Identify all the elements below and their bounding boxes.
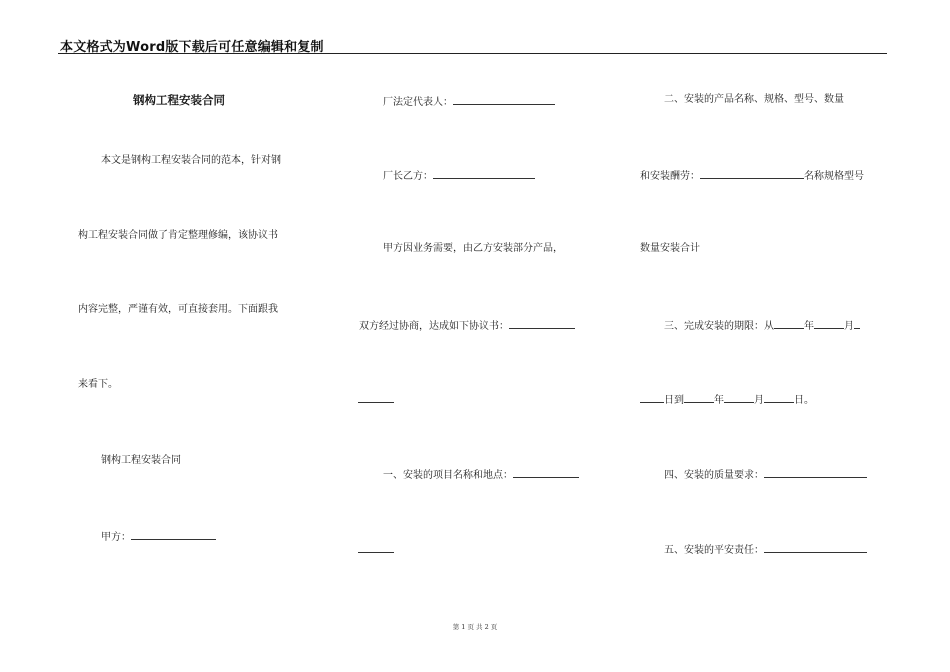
start-day-blank [854, 317, 860, 329]
item-1-line [383, 466, 579, 483]
party-b-blank [433, 167, 535, 179]
party-a-line [101, 528, 216, 545]
item-2-line-1: 二、安装的产品名称、规格、型号、数量 [664, 94, 844, 105]
quality-blank [764, 466, 867, 478]
item-2-prefix: 和安装酬劳： [640, 171, 700, 182]
intro-line-2: 构工程安装合同做了肯定整理修编，该协议书 [78, 230, 278, 241]
day-end-label: 日。 [794, 395, 814, 406]
intro-line-3: 内容完整，严谨有效，可直接套用。下面跟我 [78, 304, 278, 315]
item-4-label: 四、安装的质量要求： [664, 470, 764, 481]
start-year-blank [774, 317, 804, 329]
end-day-blank [764, 391, 794, 403]
party-b-line [383, 167, 535, 184]
page-number: 第 1 页 共 2 页 [452, 623, 498, 631]
start-month-label: 月 [844, 321, 854, 332]
start-day-blank-cont [640, 391, 664, 403]
legal-rep-blank [453, 93, 555, 105]
item-4-line [664, 466, 867, 483]
end-year-blank [684, 391, 714, 403]
item-3-line-1 [664, 317, 860, 334]
party-b-label: 厂长乙方： [383, 171, 433, 182]
end-month-label: 月 [754, 395, 764, 406]
item-2-line-2 [640, 167, 864, 184]
end-month-blank [724, 391, 754, 403]
item-5-line [664, 541, 867, 558]
intro-line-1: 本文是钢构工程安装合同的范本，针对钢 [101, 155, 281, 166]
legal-rep-label: 厂法定代表人： [383, 97, 453, 108]
end-year-label: 年 [714, 395, 724, 406]
start-month-blank [814, 317, 844, 329]
para-line-2 [359, 317, 575, 334]
legal-rep-line [383, 93, 555, 110]
item-2-suffix: 名称规格型号 [804, 171, 864, 182]
remuneration-blank [700, 167, 804, 179]
document-title: 钢构工程安装合同 [133, 93, 225, 107]
para-2-text: 双方经过协商，达成如下协议书： [359, 321, 509, 332]
party-a-label: 甲方： [101, 532, 131, 543]
agreement-blank-cont [358, 391, 394, 408]
day-to-label: 日到 [664, 395, 684, 406]
intro-line-4: 来看下。 [78, 379, 118, 390]
item-3-line-2 [640, 391, 814, 408]
header-title: 本文格式为Word版下载后可任意编辑和复制 [60, 40, 324, 55]
contract-name: 钢构工程安装合同 [101, 455, 181, 466]
safety-blank [764, 541, 867, 553]
start-year-label: 年 [804, 321, 814, 332]
item-1-label: 一、安装的项目名称和地点： [383, 470, 513, 481]
agreement-blank [509, 317, 575, 329]
party-a-blank [131, 528, 216, 540]
header-rule [58, 53, 887, 54]
item-2-line-3: 数量安装合计 [640, 243, 700, 254]
item-5-label: 五、安装的平安责任： [664, 545, 764, 556]
item-1-blank-cont [358, 541, 394, 558]
item-1-blank [513, 466, 579, 478]
para-line-1: 甲方因业务需要，由乙方安装部分产品， [383, 243, 563, 254]
item-3-prefix: 三、完成安装的期限：从 [664, 321, 774, 332]
